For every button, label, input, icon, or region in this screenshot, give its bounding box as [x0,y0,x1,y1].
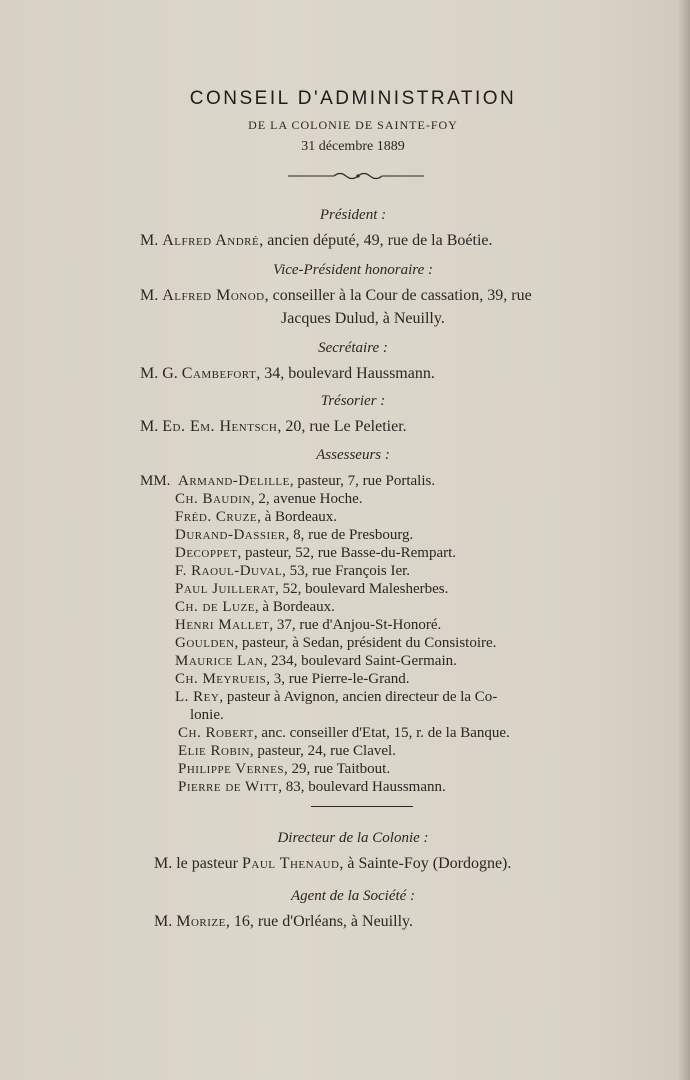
assessor-item [175,580,448,598]
assessor-name: Ch. Robert [178,725,254,741]
vice-president-entry [140,287,532,305]
assessor-detail: , 53, rue François Ier. [282,563,411,579]
assessor-detail: lonie. [190,707,224,723]
assessor-name: Pierre de Witt [178,779,279,795]
assessor-name: Goulden [175,635,235,651]
assessor-item [175,508,337,526]
treasurer-name: Ed. Em. Hentsch [162,418,278,435]
assessor-detail: , pasteur, 24, rue Clavel. [249,743,396,759]
role-director: Directeur de la Colonie : [277,830,429,846]
director-prefix: M. le pasteur [154,855,238,872]
assessor-item [178,778,446,796]
page-edge-shadow [678,0,690,1080]
assessor-detail: , 8, rue de Presbourg. [285,527,414,543]
assessor-item [175,526,413,544]
assessor-name: Philippe Vernes [178,761,284,777]
assessor-detail: , anc. conseiller d'Etat, 15, r. de la Banque. [253,725,510,741]
page-date: 31 décembre 1889 [301,139,405,154]
assessor-detail: , 83, boulevard Haussmann. [278,779,446,795]
assessor-item [175,634,496,652]
director-detail: , à Sainte-Foy (Dordogne). [339,855,512,872]
assessor-name: Henri Mallet [175,617,270,633]
assessor-detail: , 52, boulevard Malesherbes. [275,581,449,597]
assessor-detail: , à Bordeaux. [257,509,338,525]
assessor-item [178,472,435,490]
agent-name: Morize [176,913,226,930]
assessor-item [178,760,390,778]
president-detail: , ancien député, 49, rue de la Boétie. [259,232,493,249]
assessor-name: F. Raoul-Duval [175,563,283,579]
director-entry [154,855,511,873]
assessor-name: Durand-Dassier [175,527,286,543]
assessor-name: Ch. de Luze [175,599,255,615]
assessor-detail: , 37, rue d'Anjou-St-Honoré. [269,617,442,633]
agent-entry [154,913,413,931]
assessor-item [175,490,363,508]
assessor-name: Ch. Baudin [175,491,251,507]
president-entry [140,232,493,250]
secretary-detail: , 34, boulevard Haussmann. [256,365,435,382]
vice-president-prefix: M. [140,287,159,304]
role-president: Président : [319,207,387,223]
role-vice-president: Vice-Président honoraire : [273,262,433,278]
assessor-name: Ch. Meyrueis [175,671,267,687]
assessor-detail: , à Bordeaux. [254,599,335,615]
assessor-name: Elie Robin [178,743,250,759]
vice-president-name: Alfred Monod [162,287,265,304]
assessor-item [175,652,457,670]
secretary-entry [140,365,435,383]
director-name: Paul Thenaud [241,855,340,872]
assessor-name: Fréd. Cruze [175,509,258,525]
treasurer-entry [140,418,407,436]
assessor-item [178,742,396,760]
assessor-detail: , 29, rue Taitbout. [283,761,391,777]
assessor-item [175,670,410,688]
assessor-item [175,688,497,706]
assessors-prefix: MM. [140,473,171,489]
assessor-name: Paul Juillerat [175,581,276,597]
ornament-divider [286,168,426,184]
assessor-detail: , 2, avenue Hoche. [250,491,363,507]
assessor-item [175,598,335,616]
assessor-detail: , pasteur, 52, rue Basse-du-Rempart. [237,545,457,561]
assessor-item [175,562,410,580]
assessor-item [175,544,456,562]
vice-president-detail-continued: Jacques Dulud, à Neuilly. [281,310,445,327]
assessor-name: Armand-Delille [178,473,290,489]
president-name: Alfred André [162,232,260,249]
treasurer-prefix: M. [140,418,159,435]
section-divider [311,806,413,807]
assessor-name: L. Rey [175,689,220,705]
role-secretary: Secrétaire : [318,340,388,356]
assessor-detail: , pasteur à Avignon, ancien directeur de la Co- [219,689,498,705]
role-assessors: Assesseurs : [316,447,390,463]
vice-president-detail: , conseiller à la Cour de cassation, 39, rue [264,287,532,304]
secretary-prefix: M. G. [140,365,178,382]
page-title: CONSEIL D'ADMINISTRATION [189,88,517,109]
assessor-name: Maurice Lan [175,653,264,669]
treasurer-detail: , 20, rue Le Peletier. [277,418,407,435]
secretary-name: Cambefort [181,365,257,382]
role-treasurer: Trésorier : [320,393,386,409]
assessor-detail: , 234, boulevard Saint-Germain. [263,653,457,669]
assessor-name: Decoppet [175,545,238,561]
assessor-detail: , pasteur, à Sedan, président du Consistoire. [234,635,497,651]
assessor-detail: , 3, rue Pierre-le-Grand. [266,671,410,687]
president-prefix: M. [140,232,159,249]
role-agent: Agent de la Société : [290,888,416,904]
agent-detail: , 16, rue d'Orléans, à Neuilly. [225,913,413,930]
assessor-item [175,616,441,634]
assessor-item-continued [190,706,224,724]
assessor-item [178,724,510,742]
agent-prefix: M. [154,913,173,930]
page-subtitle: DE LA COLONIE DE SAINTE-FOY [248,118,458,132]
assessor-detail: , pasteur, 7, rue Portalis. [289,473,436,489]
